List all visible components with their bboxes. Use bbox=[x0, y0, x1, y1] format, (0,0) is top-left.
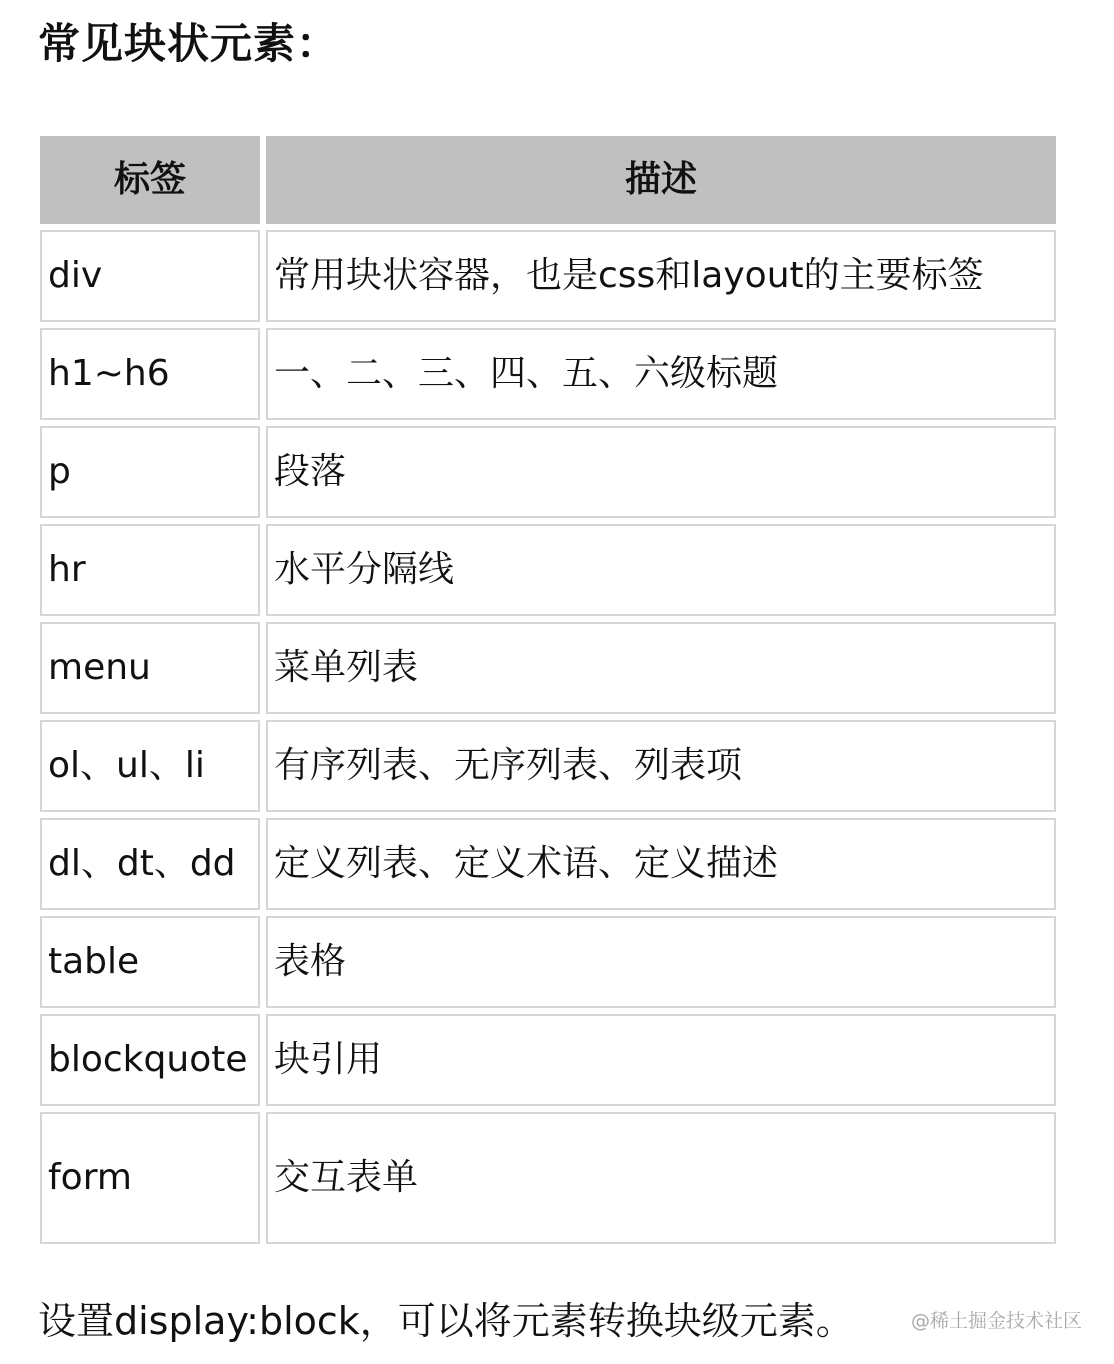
page-title: 常见块状元素： bbox=[38, 19, 340, 68]
footer-note: 设置display:block，可以将元素转换块级元素。 bbox=[38, 1299, 854, 1343]
description-cell: 一、二、三、四、五、六级标题 bbox=[266, 328, 1056, 420]
tag-cell: dl、dt、dd bbox=[40, 818, 260, 910]
tag-cell: menu bbox=[40, 622, 260, 714]
table-row bbox=[40, 230, 1056, 322]
table-row bbox=[40, 1112, 1056, 1244]
table-row bbox=[40, 720, 1056, 812]
block-elements-table bbox=[34, 130, 1062, 1250]
table-row bbox=[40, 1014, 1056, 1106]
tag-cell: form bbox=[40, 1112, 260, 1244]
column-header-description: 描述 bbox=[266, 136, 1056, 224]
table-header-row bbox=[40, 136, 1056, 224]
tag-cell: h1~h6 bbox=[40, 328, 260, 420]
description-cell: 块引用 bbox=[266, 1014, 1056, 1106]
tag-cell: blockquote bbox=[40, 1014, 260, 1106]
description-cell: 菜单列表 bbox=[266, 622, 1056, 714]
description-cell: 段落 bbox=[266, 426, 1056, 518]
table-row bbox=[40, 916, 1056, 1008]
tag-cell: div bbox=[40, 230, 260, 322]
description-cell: 有序列表、无序列表、列表项 bbox=[266, 720, 1056, 812]
tag-cell: ol、ul、li bbox=[40, 720, 260, 812]
description-cell: 定义列表、定义术语、定义描述 bbox=[266, 818, 1056, 910]
description-cell: 表格 bbox=[266, 916, 1056, 1008]
tag-cell: hr bbox=[40, 524, 260, 616]
watermark: @稀土掘金技术社区 bbox=[910, 1310, 1082, 1332]
table-row bbox=[40, 818, 1056, 910]
table-row bbox=[40, 524, 1056, 616]
tag-cell: table bbox=[40, 916, 260, 1008]
description-cell: 交互表单 bbox=[266, 1112, 1056, 1244]
description-cell: 水平分隔线 bbox=[266, 524, 1056, 616]
table-row bbox=[40, 622, 1056, 714]
tag-cell: p bbox=[40, 426, 260, 518]
description-cell: 常用块状容器，也是css和layout的主要标签 bbox=[266, 230, 1056, 322]
table-row bbox=[40, 328, 1056, 420]
column-header-tag: 标签 bbox=[40, 136, 260, 224]
table-row bbox=[40, 426, 1056, 518]
